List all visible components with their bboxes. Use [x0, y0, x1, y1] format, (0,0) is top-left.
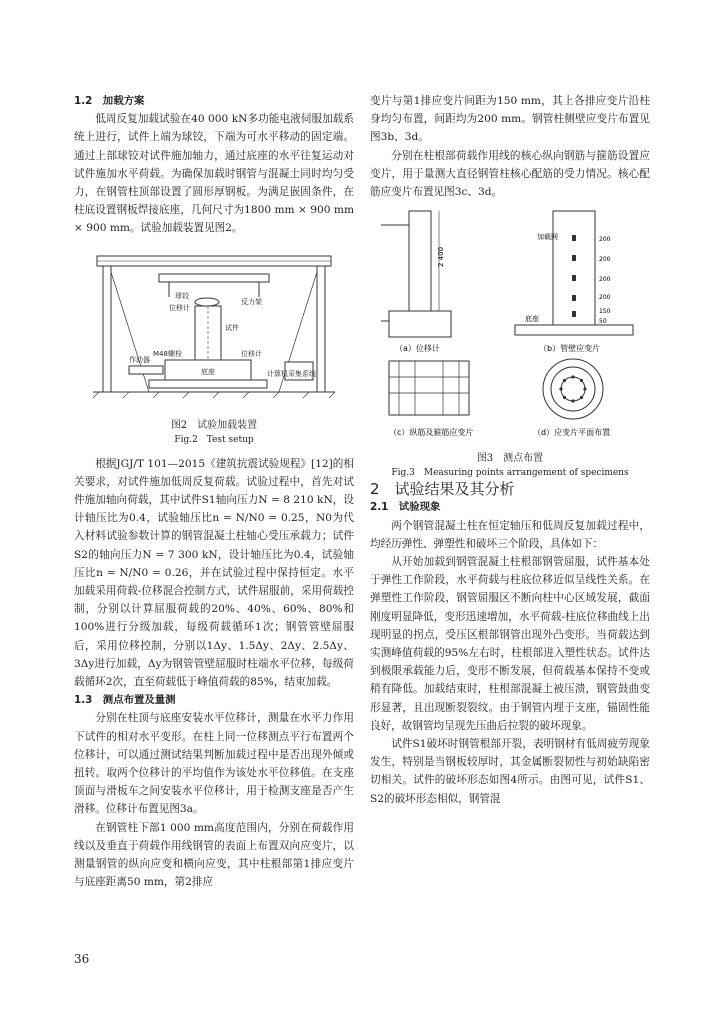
fig3c-subcaption: （c）纵筋及箍筋应变片 — [389, 428, 474, 438]
paragraph-loading-protocol: 根据JGJ/T 101—2015《建筑抗震试验规程》[12]的相关要求，对试件施加低周反复荷载。试验过程中，首先对试件施加轴向荷载，其中试件S1轴向压力N = 8 210 kN，设计轴压比为0.4，试验轴压比n = N/N0 = 0.25，N0为代入材料试验参数计算的钢管混凝土柱轴心受压承载力；试件S2的轴向压力N = 7 300 kN，设计轴压比为0.4，试验轴压比n = N/N0 = 0.26，并在试验过程中保持恒定。水平加载采用荷载-位移混合控制方式，试件屈服前，采用荷载控制，分别以计算屈服荷载的20%、40%、60%、80%和100%进行分级加载，每级荷载循环1次；钢管管壁屈服后，采用位移控制，分别以1Δy、1.5Δy、2Δy、2.5Δy、3Δy进行加载，Δy为钢管管壁屈服时柱端水平位移，每级荷载循环2次，直至荷载低于峰值荷载的85%，结束加载。 — [74, 457, 354, 689]
fig2-label-specimen: 试件 — [225, 323, 239, 332]
fig3d-drawing — [543, 359, 603, 419]
section-2-heading: 2 试验结果及其分析 — [370, 480, 515, 499]
paragraph-strain-gauges: 在钢管柱下部1 000 mm高度范围内，分别在荷载作用线以及垂直于荷载作用线钢管的表面上布置双向应变片，以测量钢管的纵向应变和横向应变，其中柱根部第1排应变片与底座距离50 mm，第2排应 — [74, 821, 354, 889]
fig3b-load-label: 加载网 — [537, 233, 558, 242]
paragraph-core-rebar-gauges: 分别在柱根部荷载作用线的核心纵向钢筋与箍筋设置应变片，用于量测大直径钢管柱核心配筋的受力情况。核心配筋应变片布置见图3c、3d。 — [370, 149, 650, 199]
right-column — [370, 92, 650, 808]
fig2-caption-en: Fig.2 Test setup — [174, 434, 254, 445]
fig3a-subcaption: （a）位移计 — [395, 344, 440, 354]
fig3-caption-cn: 图3 测点布置 — [476, 453, 544, 465]
fig3a-drawing — [381, 211, 451, 337]
fig3b-dim-1: 200 — [599, 236, 611, 244]
paragraph-strain-spacing: 变片与第1排应变片间距为150 mm，其上各排应变片沿柱身均匀布置，间距均为200 mm。钢管柱侧壁应变片布置见图3b、3d。 — [370, 95, 650, 144]
paragraph-measuring-displacement: 分别在柱顶与底座安装水平位移计，测量在水平力作用下试件的相对水平变形。在柱上同一位移测点平行布置两个位移计，可以通过测试结果判断加载过程中是否出现外倾或扭转。取两个位移计的平均值作为该处水平位移值。在支座顶面与滑板车之间安装水平位移计，用于检测支座是否产生滑移。位移计布置见图3a。 — [74, 712, 354, 816]
fig2-label-ball-hinge: 球铰 — [175, 291, 189, 300]
section-1-2-heading: 1.2 加载方案 — [74, 95, 145, 107]
fig3b-dim-4: 200 — [599, 294, 611, 302]
figure-3-measuring-points — [375, 205, 645, 447]
fig3d-subcaption: （d）应变片平面布置 — [533, 428, 611, 438]
fig3b-dim-3: 200 — [599, 276, 611, 284]
fig3b-dim-2: 200 — [599, 256, 611, 264]
fig2-label-actuator: 作动器 — [129, 355, 150, 364]
left-column — [74, 92, 354, 892]
fig2-caption-cn: 图2 试验加载装置 — [170, 419, 258, 431]
fig2-label-computer: 计算机采集系统 — [267, 369, 316, 378]
page-number: 36 — [74, 952, 90, 966]
fig2-label-displacement-meter-bottom: 位移计 — [241, 349, 262, 358]
fig2-label-m48-bolt: M48螺栓 — [153, 349, 182, 358]
fig2-label-base: 底座 — [201, 367, 215, 376]
fig3b-base-label: 底座 — [525, 315, 539, 324]
section-1-3-heading: 1.3 测点布置及量测 — [74, 694, 176, 707]
section-2-1-heading: 2.1 试验现象 — [370, 501, 441, 514]
fig3b-drawing — [515, 211, 633, 335]
paragraph-failure-mode: 试件S1破坏时钢管根部开裂，表明钢材有低周疲劳现象发生，特别是当钢板较厚时，其金属断裂韧性与初始缺陷密切相关。试件的破坏形态如图4所示。由图可见，试件S1、S2的破坏形态相似，钢管混 — [370, 738, 650, 805]
figure-2-test-setup — [89, 242, 339, 414]
fig3b-subcaption: （b）管壁应变片 — [539, 344, 601, 354]
fig3c-drawing — [389, 361, 469, 415]
fig3b-dim-6: 50 — [599, 318, 607, 326]
paragraph-three-stages: 两个钢管混凝土柱在恒定轴压和低周反复加载过程中，均经历弹性、弹塑性和破坏三个阶段，具体如下： — [370, 519, 650, 550]
fig3a-dim-2400: 2 400 — [437, 247, 445, 268]
fig3-caption-en: Fig.3 Measuring points arrangement of specimens — [391, 468, 629, 479]
fig3b-dim-5: 150 — [599, 308, 611, 316]
paragraph-loading-scheme: 低周反复加载试验在40 000 kN多功能电液伺服加载系统上进行，试件上端为球铰，下端为可水平移动的固定端。通过上部球铰对试件施加轴力，通过底座的水平往复运动对试件施加水平荷载。为确保加载时钢管与混凝土同时均匀受力，在钢管柱顶部设置了圆形厚钢板。为满足嵌固条件，在柱底设置钢板焊接底座，几何尺寸为1800 mm × 900 mm × 900 mm。试验加载装置见图2。 — [74, 113, 354, 235]
fig2-label-displacement-meter-top: 位移计 — [169, 303, 190, 312]
paragraph-stage-details: 从开始加载到钢管混凝土柱根部钢管屈服，试件基本处于弹性工作阶段，水平荷载与柱底位移近似呈线性关系。在弹塑性工作阶段，钢管屈服区不断向柱中心区域发展，截面刚度明显降低，变形迅速增加，水平荷载-柱底位移曲线上出现明显的拐点，受压区根部钢管出现外凸变形。当荷载达到实测峰值荷载的95%左右时，柱根部进入塑性状态。试件达到极限承载能力后，变形不断发展，但荷载基本保持不变或稍有降低。加载结束时，柱根部混凝土被压溃，钢管鼓曲变形显著，且出现断裂裂纹。由于钢管内埋于支座，锚固性能良好，故钢管均呈现先压曲后拉裂的破坏现象。 — [370, 556, 650, 732]
fig2-label-reaction-frame: 反力架 — [241, 297, 262, 306]
